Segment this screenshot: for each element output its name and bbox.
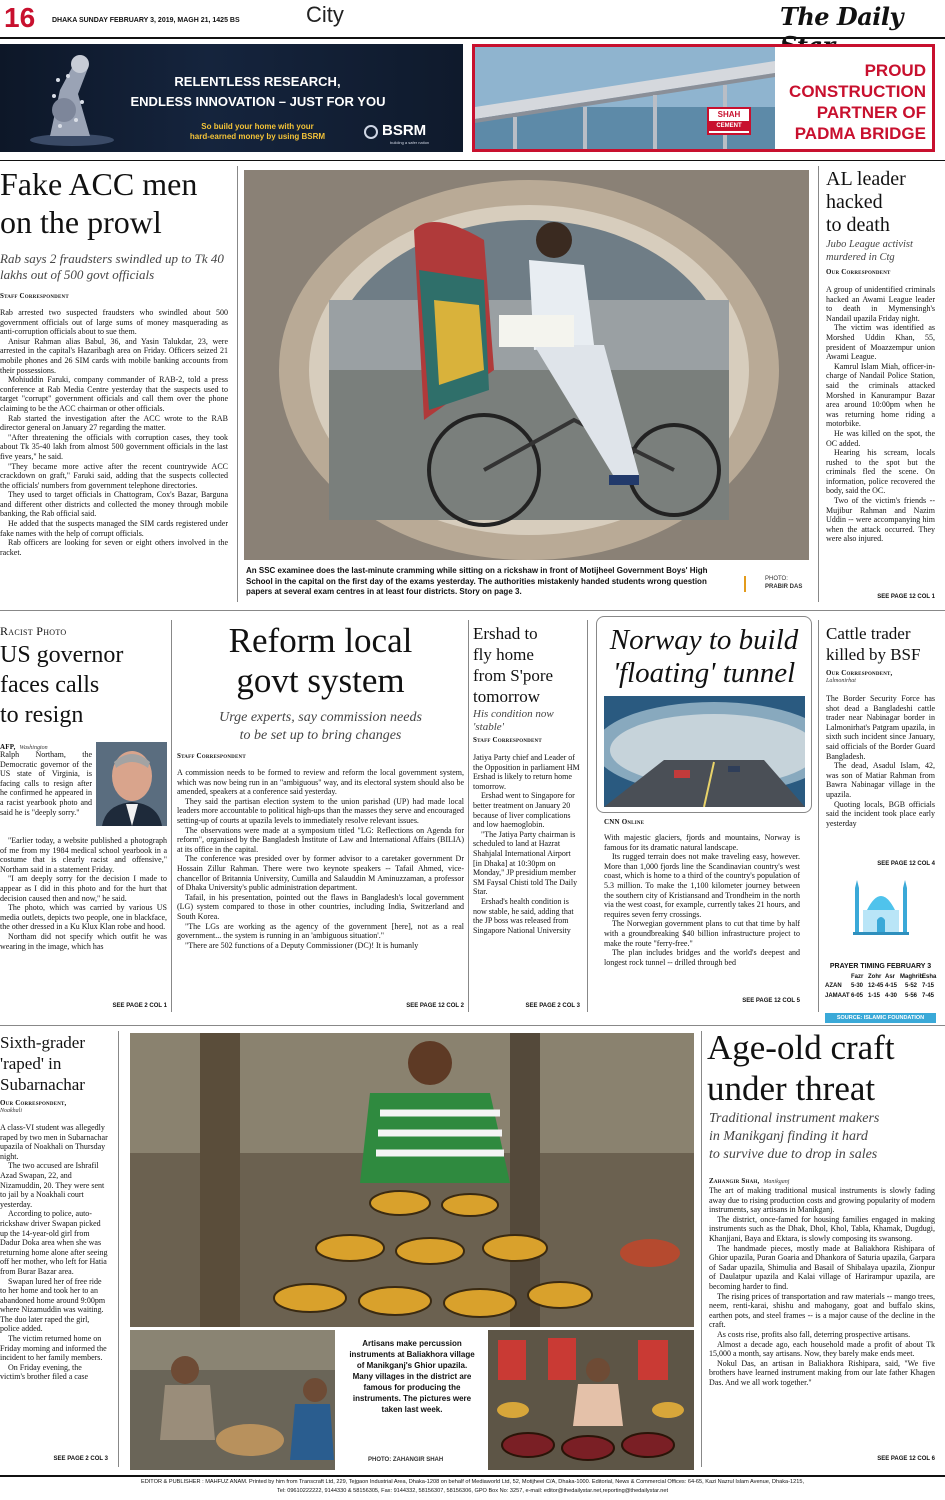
craft-dek-1: Traditional instrument makers: [709, 1111, 880, 1126]
prayer-header-zohr: Zohr: [868, 974, 882, 980]
shah-badge-1: SHAH: [717, 110, 741, 119]
prayer-cell: 7-45: [922, 993, 935, 999]
us-paragraph: Northam did not specify which outfit he was wearing in the image, which has: [0, 931, 167, 951]
reform-paragraph: "There are 502 functions of a Deputy Commissioner (DC)! It is humanly: [185, 940, 419, 950]
bsrm-logo-mark-icon: [364, 125, 378, 139]
row2-bottom-rule: [0, 1025, 945, 1026]
craft-paragraph: The district, once-famed for housing families engaged in making instruments such as the Dhak, Dhol, Khol, Tabla, Khamak, Dugdugi, Khanjjani, Baya and Ektara, is slowly composing its swansong.: [709, 1214, 935, 1243]
ssc-photo-caption: An SSC examinee does the last-minute cramming while sitting on a rickshaw in front of Motijheel Government Boys' High School in the capital on the first day of the exams yesterday. The authorities mistakenly handed students wrong question papers at several exam centres in at least four districts. Story on page 3.: [246, 566, 708, 596]
craft-byline-name: Zahangir Shah,: [709, 1177, 760, 1185]
al-headline-1: AL leader: [826, 168, 906, 190]
bsrm-brand: BSRM: [382, 122, 427, 139]
ssc-rickshaw-photo: [244, 170, 809, 560]
norway-body: [604, 833, 800, 998]
bsrm-sub-1: So build your home with your: [201, 122, 314, 131]
al-headline-2: hacked: [826, 191, 883, 213]
floating-tunnel-illustration: [604, 696, 805, 807]
acc-paragraph: "They became more active after the recent countrywide ACC crackdown on graft," Faruki said, adding that the suspects collected the officials' numbers from government telephone directories.: [0, 461, 228, 490]
prayer-cell: 12-45: [868, 983, 884, 989]
drum-shop-illustration: [488, 1330, 694, 1470]
us-paragraph: "Earlier today, a website published a photograph of me from my 1984 medical school yearbook in a costume that is clearly racist and offensive," Northam said in a statement Friday.: [0, 836, 167, 874]
al-paragraph: Kamrul Islam Miah, officer-in-charge of Nandail Police Station, said the criminals attacked Morshed in Kanurampur Bazar area around 10:00pm when he was returning home riding a motorbike.: [826, 361, 935, 429]
ershad-headline-2: fly home: [473, 645, 534, 664]
sixth-byline: Our Correspondent,: [0, 1099, 67, 1107]
craft-paragraph: The rising prices of transportation and raw materials -- mango trees, neem, renti-karai, shishu and mahogany, goat and buffalo skins, earthen pots, and steel frames -- is a major cause of the decline in the craft.: [709, 1291, 935, 1330]
sixth-paragraph: According to police, auto-rickshaw driver Swapan picked up the 14-year-old girl from Dadur Doka area when she was returning home alone after seeing off her mother, who left for Hatia from Burar Bazar area.: [0, 1209, 108, 1276]
reform-paragraph: The conference was presided over by former advisor to a caretaker government Dr Hossain Zillur Rahman. There were two keynote speakers -- Tafail Ahmed, vice-chancellor of Britannia University, Cumilla and Salauddin M Aminuzzaman, a professor of Dhaka University's public administration department.: [177, 854, 464, 893]
cattle-jump-link[interactable]: SEE PAGE 12 COL 4: [877, 861, 935, 867]
ssc-photo-credit-name: PRABIR DAS: [765, 584, 803, 590]
us-paragraph: Ralph Northam, the Democratic governor of the US state of Virginia, is facing calls to resign after he confirmed he appeared in a racist yearbook photo and said he is "deeply sorry.": [0, 750, 92, 817]
al-headline-3: to death: [826, 214, 890, 236]
section-name: City: [306, 2, 344, 27]
sixth-headline-2: 'raped' in: [0, 1054, 62, 1073]
microscope-graphic: [20, 50, 120, 148]
cattle-byline: Our Correspondent,: [826, 669, 893, 677]
us-byline-agency: AFP,: [0, 743, 16, 751]
us-headline-1: US governor: [0, 642, 124, 668]
shah-cement-ad: [472, 44, 935, 152]
row1-divider-left: [237, 166, 238, 602]
ershad-paragraph: Jatiya Party chief and Leader of the Opposition in parliament HM Ershad is likely to return home tomorrow.: [473, 753, 580, 791]
bsrm-headline-2: ENDLESS INNOVATION – JUST FOR YOU: [130, 94, 386, 109]
reform-headline-1: Reform local: [228, 621, 413, 660]
row3-divider-2: [701, 1031, 702, 1467]
ssc-photo-illustration: [244, 170, 809, 560]
tabla-maker-illustration: [130, 1033, 694, 1327]
us-body: [0, 836, 167, 998]
ershad-byline: Staff Correspondent: [473, 736, 542, 744]
acc-paragraph: Anisur Rahman alias Babul, 36, and Yasin Talukdar, 23, were arrested in the capital's Hazaribagh area on Friday. Officers seized 21 mobile phones and 26 SIM cards with mobile banking accounts from their possessions.: [0, 336, 228, 375]
norway-paragraph: The plan includes bridges and the world's deepest and longest rock tunnel -- drilled through bed: [604, 948, 800, 967]
drum-shop-photo: [488, 1330, 694, 1470]
ssc-photo-credit-label: PHOTO:: [765, 576, 788, 582]
row2-divider-1: [171, 620, 172, 1012]
ershad-body: [473, 753, 580, 998]
reform-headline-2: govt system: [236, 661, 405, 700]
bsrm-headline-1: RELENTLESS RESEARCH,: [174, 74, 341, 89]
prayer-title: PRAYER TIMING FEBRUARY 3: [829, 963, 932, 970]
prayer-header-asr: Asr: [885, 974, 896, 980]
prayer-row-label: JAMAAT: [825, 993, 850, 999]
craft-headline-2: under threat: [707, 1069, 876, 1108]
sixth-paragraph: Swapan lured her of free ride to her home and took her to an abandoned home around 9:00pm where Nizamuddin was waiting. The duo later raped the girl, police added.: [0, 1276, 106, 1334]
al-jump-link[interactable]: SEE PAGE 12 COL 1: [877, 594, 935, 600]
us-byline-place: Washington: [19, 745, 48, 751]
prayer-row-azan: [825, 983, 937, 993]
shah-line-4: PADMA BRIDGE: [794, 124, 926, 143]
acc-paragraph: Mohiuddin Faruki, company commander of RAB-2, told a press conference at Rab Media Centre yesterday that the suspects used to target "corrupt" government officials and call them over the phone claiming to be the ACC chairman or other officials.: [0, 375, 228, 413]
craft-photo-credit: PHOTO: ZAHANGIR SHAH: [368, 1457, 444, 1463]
bsrm-ad: [0, 44, 463, 152]
page-number: 16: [4, 2, 36, 33]
northam-portrait-illustration: [96, 742, 167, 826]
sixth-body: [0, 1123, 108, 1453]
shah-line-3: PARTNER OF: [816, 103, 926, 122]
norway-paragraph: The Norwegian government plans to cut that time by half with a groundbreaking $40 billion infrastructure project to make the route "ferry-free.": [604, 919, 800, 948]
sixth-paragraph: The two accused are Ishrafil Azad Swapan, 22, and Nizamuddin, 20. They were sent to jail by a Noakhali court yesterday.: [0, 1161, 105, 1209]
acc-paragraph: Rab arrested two suspected fraudsters who swindled about 500 government officials out of large sums of money masquerading as anti-corruption officials about to sue them.: [0, 308, 228, 337]
shah-badge: [707, 107, 751, 135]
sixth-headline-1: Sixth-grader: [0, 1033, 85, 1052]
norway-jump-link[interactable]: SEE PAGE 12 COL 5: [742, 998, 800, 1004]
acc-headline-1: Fake ACC men: [0, 166, 198, 202]
us-headline-2: faces calls: [0, 672, 100, 698]
reform-dek-2: to be set up to bring changes: [239, 728, 402, 743]
sixth-jump-link[interactable]: SEE PAGE 2 COL 3: [53, 1456, 108, 1462]
craft-byline-place: Manikganj: [763, 1179, 790, 1185]
craft-paragraph: The art of making traditional musical instruments is slowly fading away due to rising production costs and growing popularity of modern instruments, say artisans in Manikganj.: [709, 1186, 935, 1215]
reform-jump-link[interactable]: SEE PAGE 12 COL 2: [406, 1003, 464, 1009]
prayer-table: [825, 974, 937, 1003]
prayer-header-row: [825, 974, 937, 983]
bsrm-tagline: building a safer nation: [390, 140, 430, 145]
craft-photo-caption: Artisans make percussion instruments at Baliakhora village of Manikganj's Ghior upazila. Many villages in the district are famous for producing the instruments. The pictures were taken last week.: [349, 1339, 475, 1414]
masthead-rule: [0, 37, 945, 39]
al-paragraph: A group of unidentified criminals hacked an Awami League leader to death in Mymensingh's Nandail upazila Friday night.: [826, 285, 935, 323]
prayer-cell: 1-15: [868, 993, 881, 999]
craft-paragraph: The handmade pieces, mostly made at Baliakhora Rishipara of Ghior upazila, Puran Goaria and Dhankora of Saturia upazila, Garpara of Sadar upazila, Shimulia and Basail of Shibalaya upazila, Zionpur of Daulatpur upazila and Kalai village of Harirampur upazila, are becoming harder to find.: [709, 1243, 935, 1291]
acc-paragraph: "After threatening the officials with corruption cases, they took about Tk 35-40 lakh from almost 500 government officials in the last five years," he said.: [0, 432, 228, 461]
reform-paragraph: Tafail, in his presentation, pointed out the flaws in Bangladesh's local government (LG) system compared to those in other countries, including India, Switzerland and South Korea.: [177, 892, 464, 921]
ershad-paragraph: Ershad went to Singapore for better treatment on January 20 because of liver complications and low haemoglobin.: [473, 791, 575, 830]
craft-paragraph: Almost a decade ago, each household made a profit of about Tk 15,000 a month, say artisans. Now, they barely make ends meet.: [709, 1339, 935, 1359]
row2-divider-4: [818, 620, 819, 1012]
prayer-cell: 5-52: [904, 983, 917, 989]
row2-divider-2: [468, 620, 469, 1012]
acc-paragraph: Rab officers are looking for seven or eight others involved in the racket.: [0, 538, 228, 557]
ershad-headline-1: Ershad to: [473, 624, 538, 643]
craft-body: [709, 1186, 935, 1452]
reform-paragraph: They said the partisan election system to the union parishad (UP) had made local leaders more accountable to political high-ups than the masses they serve and encouraged setting-up of courts at upazila levels to immediately resolve relevant issues.: [177, 796, 464, 825]
ershad-dek: His condition now 'stable': [473, 708, 554, 733]
bsrm-divider: [352, 116, 353, 117]
al-paragraph: The victim was identified as Morshed Uddin Khan, 55, president of Moazzempur union Awami League.: [826, 323, 935, 362]
ershad-paragraph: "The Jatiya Party chairman is scheduled to land at Hazrat Shahjalal International Airport [in Dhaka] at 10:30pm on Monday," JP presidium member SM Faysal Chisti told The Daily Star.: [473, 829, 578, 897]
floating-tunnel-render: [604, 696, 805, 807]
footer-imprint-1: EDITOR & PUBLISHER : MAHFUZ ANAM. Printed by him from Transcraft Ltd, 229, Tejgaon Industrial Area, Dhaka-1208 on behalf of Mediaworld Ltd, 52, Motijheel C/A, Dhaka-1000. Editorial, News & Commercial Offices: 64-65, Kazi Nazrul Islam Avenue, Dhaka-1215,: [140, 1479, 805, 1485]
norway-byline: CNN Online: [604, 818, 645, 826]
cattle-paragraph: The Border Security Force has shot dead a Bangladeshi cattle trader near Nabinagar border in Lalmonirhat's Patgram upazila, in sixth such incident since January, said officials of the Border Guard Bangladesh.: [826, 694, 935, 761]
sixth-place: Noakhali: [0, 1108, 22, 1114]
bsrm-sub-2: hard-earned money by using BSRM: [189, 132, 326, 141]
tabla-maker-photo: [130, 1033, 694, 1327]
prayer-header-spacer: [825, 974, 851, 983]
craft-paragraph: As costs rise, profits also fall, deterring prospective artisans.: [717, 1329, 911, 1339]
al-paragraph: Hearing his scream, locals rushed to the spot but the criminals fled the scene. On information, police recovered the body, said the OC.: [826, 448, 935, 496]
mosque-icon: [849, 880, 913, 936]
us-paragraph: The photo, which was carried by various US media outlets, depicts two people, one in blackface, the other dressed in a Ku Klux Klan robe and hood.: [0, 903, 167, 932]
drum-carver-illustration: [130, 1330, 335, 1470]
cattle-headline-1: Cattle trader: [826, 624, 911, 643]
prayer-cell: 6-05: [851, 993, 864, 999]
drum-carver-photo: [130, 1330, 335, 1470]
footer-rule: [0, 1475, 945, 1477]
norway-paragraph: With majestic glaciers, fjords and mountains, Norway is famous for its dramatic natural landscape.: [604, 833, 800, 852]
sixth-paragraph: The victim returned home on Friday morning and informed the incident to her family members.: [0, 1334, 107, 1363]
prayer-cell: 4-30: [885, 993, 898, 999]
prayer-row-label: AZAN: [825, 983, 842, 989]
craft-headline-1: Age-old craft: [707, 1028, 895, 1067]
prayer-cell: 5-30: [851, 983, 864, 989]
newspaper-logo: The Daily: [780, 2, 903, 31]
acc-body: [0, 308, 228, 598]
craft-jump-link[interactable]: SEE PAGE 12 COL 6: [877, 1456, 935, 1462]
prayer-header-fazr: Fazr: [851, 974, 864, 980]
reform-byline: Staff Correspondent: [177, 752, 246, 760]
sixth-headline-3: Subarnachar: [0, 1075, 85, 1094]
acc-paragraph: He added that the suspects managed the SIM cards registered under fake names with the help of corrupt officials.: [0, 519, 228, 538]
acc-paragraph: Rab started the investigation after the ACC wrote to the RAB director general on January 27 regarding the matter.: [0, 413, 228, 433]
ershad-headline-3: from S'pore: [473, 666, 554, 685]
prayer-cell: 5-56: [904, 993, 917, 999]
prayer-cell: 4-15: [885, 983, 898, 989]
prayer-header-esha: Esha: [922, 974, 937, 980]
acc-headline-2: on the prowl: [0, 204, 162, 240]
us-body-top: [0, 750, 92, 834]
prayer-source: SOURCE: ISLAMIC FOUNDATION: [825, 1013, 936, 1023]
bsrm-logo: [364, 124, 454, 148]
ads-bottom-rule: [0, 160, 945, 161]
us-paragraph: "I am deeply sorry for the decision I made to appear as I did in this photo and for the hurt that decision caused then and now," he said.: [0, 874, 167, 903]
us-kicker: Racist Photo: [0, 624, 67, 638]
cattle-headline-2: killed by BSF: [826, 645, 921, 664]
sixth-paragraph: On Friday evening, the victim's brother filed a case: [0, 1362, 89, 1382]
shah-line-2: CONSTRUCTION: [789, 82, 926, 101]
al-dek: Jubo League activist murdered in Ctg: [826, 239, 913, 263]
dateline: DHAKA SUNDAY FEBRUARY 3, 2019, MAGH 21, 1425 BS: [52, 17, 240, 24]
reform-paragraph: The observations were made at a symposium titled "LG: Reflections on Agenda for reform", organised by the Bangladesh Institute of Law and International Affairs (BILIA) at its office in the capital.: [177, 825, 464, 854]
sixth-paragraph: A class-VI student was allegedly raped by two men in Subarnachar upazila of Noakhali on Thursday night.: [0, 1123, 108, 1161]
ershad-jump-link[interactable]: SEE PAGE 2 COL 3: [525, 1003, 580, 1009]
al-paragraph: Two of the victim's friends -- Mujibur Rahman and Nazim Uddin -- were accompanying him when the attack occurred. They were also injured.: [826, 496, 935, 544]
cattle-paragraph: The dead, Asadul Islam, 42, was son of Matiar Rahman from Bawra Nabinagar village in the upazila.: [826, 761, 935, 799]
norway-headline-2: 'floating' tunnel: [612, 657, 796, 689]
prayer-widget: [823, 876, 938, 1024]
shah-line-1: PROUD: [864, 61, 926, 80]
norway-paragraph: Its rugged terrain does not make traveling easy, however. More than 1,000 fjords line the Scandinavian country's west coast, which is home to a third of the country's population of 5.3 million. To make the 1,100 kilometer journey between the southern city of Kristiansand and Trondheim in the north via the west coast, for example, currently takes 21 hours, and requires seven ferry crossings.: [604, 852, 800, 919]
cattle-place: Lalmonirhat: [826, 678, 856, 684]
craft-dek-2: in Manikganj finding it hard: [709, 1129, 868, 1144]
acc-dek: Rab says 2 fraudsters swindled up to Tk 40 lakhs out of 500 govt officials: [0, 251, 224, 282]
al-paragraph: He was killed on the spot, the OC added.: [826, 428, 935, 448]
prayer-row-jamaat: [825, 993, 937, 1003]
craft-paragraph: Nokul Das, an artisan in Baliakhora Rishipara, said, "We five brothers have learned instrument making from our late father Khagen Das. And we all work together.": [709, 1358, 935, 1387]
ershad-headline-4: tomorrow: [473, 687, 541, 706]
reform-body: [177, 768, 464, 998]
row2-divider-3: [587, 620, 588, 1012]
acc-paragraph: They used to target officials in Chattogram, Cox's Bazar, Barguna and different other districts and collected the money through mobile banking, the Rab official said.: [0, 490, 228, 519]
row1-bottom-rule: [0, 610, 945, 611]
northam-portrait: [96, 742, 167, 826]
reform-dek-1: Urge experts, say commission needs: [219, 710, 422, 725]
cattle-body: [826, 694, 935, 860]
acc-byline: Staff Correspondent: [0, 292, 69, 300]
prayer-header-maghrib: Maghrib: [900, 974, 924, 980]
caption-bar-marker: [744, 576, 746, 592]
cattle-paragraph: Quoting locals, BGB officials said the incident took place early yesterday: [826, 799, 935, 828]
row1-divider-right: [818, 166, 819, 602]
reform-paragraph: A commission needs to be formed to review and reform the local government system, which was now being run in an "ambiguous" way, and its electoral system should also be amended, speakers at a conference said yesterday.: [177, 768, 464, 797]
footer-imprint-2: Tel: 09610222222, 9144330 & 58156305, Fax: 9144332, 58156307, 58156306, GPO Box No: 3257, e-mail: editor@thedailystar.net,reporting@thedailystar.net: [276, 1488, 669, 1494]
us-headline-3: to resign: [0, 702, 84, 728]
reform-paragraph: "The LGs are working as the agency of the government [here], not as a real government... the system is running in an 'ambiguous situation'.": [177, 921, 464, 941]
norway-headline-1: Norway to build: [609, 624, 799, 656]
shah-badge-2: CEMENT: [709, 121, 749, 131]
craft-dek-3: to survive due to drop in sales: [709, 1147, 878, 1162]
ershad-paragraph: Ershad's health condition is now stable, he said, adding that the JP boss was released from Singapore National University: [473, 896, 574, 935]
row3-divider-1: [118, 1031, 119, 1467]
prayer-cell: 7-15: [922, 983, 935, 989]
al-body: [826, 285, 935, 589]
al-byline: Our Correspondent: [826, 268, 891, 276]
us-jump-link[interactable]: SEE PAGE 2 COL 1: [112, 1003, 167, 1009]
